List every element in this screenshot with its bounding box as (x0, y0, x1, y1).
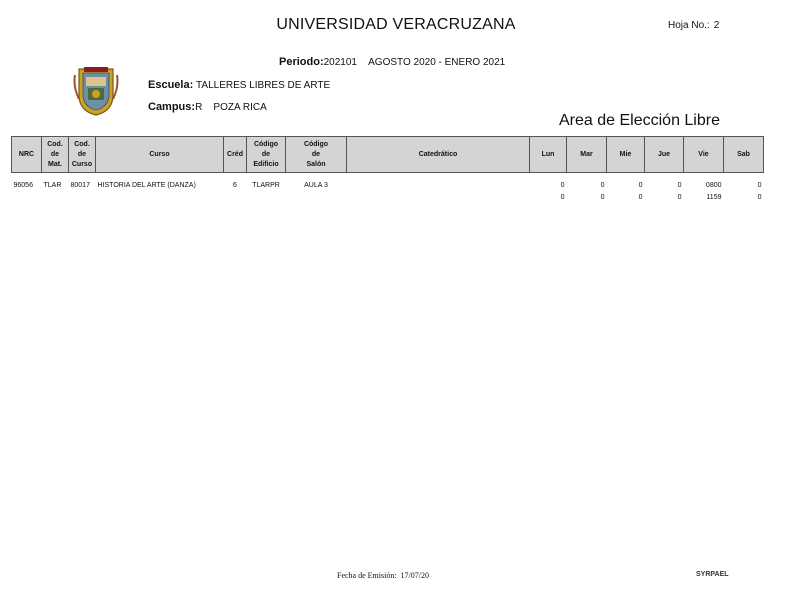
system-name: SYRPAEL (696, 571, 729, 578)
cell-lun-end: 0 (560, 193, 565, 201)
page-title: UNIVERSIDAD VERACRUZANA (276, 16, 516, 33)
sheet-number-label: Hoja No.: (668, 20, 710, 31)
school-line (148, 79, 330, 91)
header-cod-mat: Cod. de Mat. (42, 137, 69, 173)
cell-catedratico (347, 179, 530, 191)
sheet-number-value: 2 (713, 20, 720, 31)
cell-cred: 6 (233, 181, 237, 189)
cell-jue-start: 0 (677, 181, 682, 189)
cell-mie-end: 0 (638, 193, 643, 201)
header-cred: Créd (224, 137, 247, 173)
header-mie: Mie (607, 137, 645, 173)
campus-value: POZA RICA (213, 102, 267, 113)
cell-cod-curso: 80017 (70, 181, 90, 189)
cell-mar-end: 0 (600, 193, 605, 201)
campus-label: Campus: (148, 101, 196, 113)
cell-curso: HISTORIA DEL ARTE (DANZA) (97, 181, 196, 189)
schedule-table (11, 136, 764, 203)
header-catedratico: Catedrático (347, 137, 530, 173)
area-title: Area de Elección Libre (559, 112, 720, 129)
header-edificio: Código de Edificio (247, 137, 286, 173)
university-seal-icon (73, 65, 119, 117)
school-label: Escuela: (148, 79, 194, 91)
cell-lun-start: 0 (560, 181, 565, 189)
cell-jue-end: 0 (677, 193, 682, 201)
header-curso: Curso (96, 137, 224, 173)
header-sab: Sab (724, 137, 764, 173)
cell-edificio: TLARPR (252, 181, 280, 189)
period-label: Periodo: (279, 56, 324, 68)
cell-mar-start: 0 (600, 181, 605, 189)
issue-date-value: 17/07/20 (400, 571, 429, 580)
cell-mie-start: 0 (638, 181, 643, 189)
table-header-row (12, 137, 764, 173)
campus-line (148, 101, 267, 113)
period-code: 202101 (323, 57, 357, 68)
header-cod-curso: Cod. de Curso (69, 137, 96, 173)
issue-date-label: Fecha de Emisión: (337, 571, 397, 580)
cell-salon: AULA 3 (304, 181, 328, 189)
sheet-number (668, 20, 719, 31)
school-value: TALLERES LIBRES DE ARTE (196, 80, 331, 91)
period-description: AGOSTO 2020 - ENERO 2021 (368, 57, 506, 68)
campus-code: R (195, 102, 203, 113)
table-row (12, 179, 764, 191)
header-nrc: NRC (12, 137, 42, 173)
cell-sab-start: 0 (757, 181, 762, 189)
period-line (279, 56, 505, 68)
cell-vie-start: 0800 (705, 181, 722, 189)
header-salon: Código de Salón (286, 137, 347, 173)
cell-cod-mat: TLAR (43, 181, 62, 189)
header-mar: Mar (567, 137, 607, 173)
header-jue: Jue (645, 137, 684, 173)
cell-vie-end: 1159 (706, 193, 722, 201)
table-row-end-times (12, 191, 764, 203)
cell-sab-end: 0 (757, 193, 762, 201)
header-vie: Vie (684, 137, 724, 173)
header-lun: Lun (530, 137, 567, 173)
issue-date (337, 571, 429, 580)
cell-nrc: 96056 (13, 181, 33, 189)
